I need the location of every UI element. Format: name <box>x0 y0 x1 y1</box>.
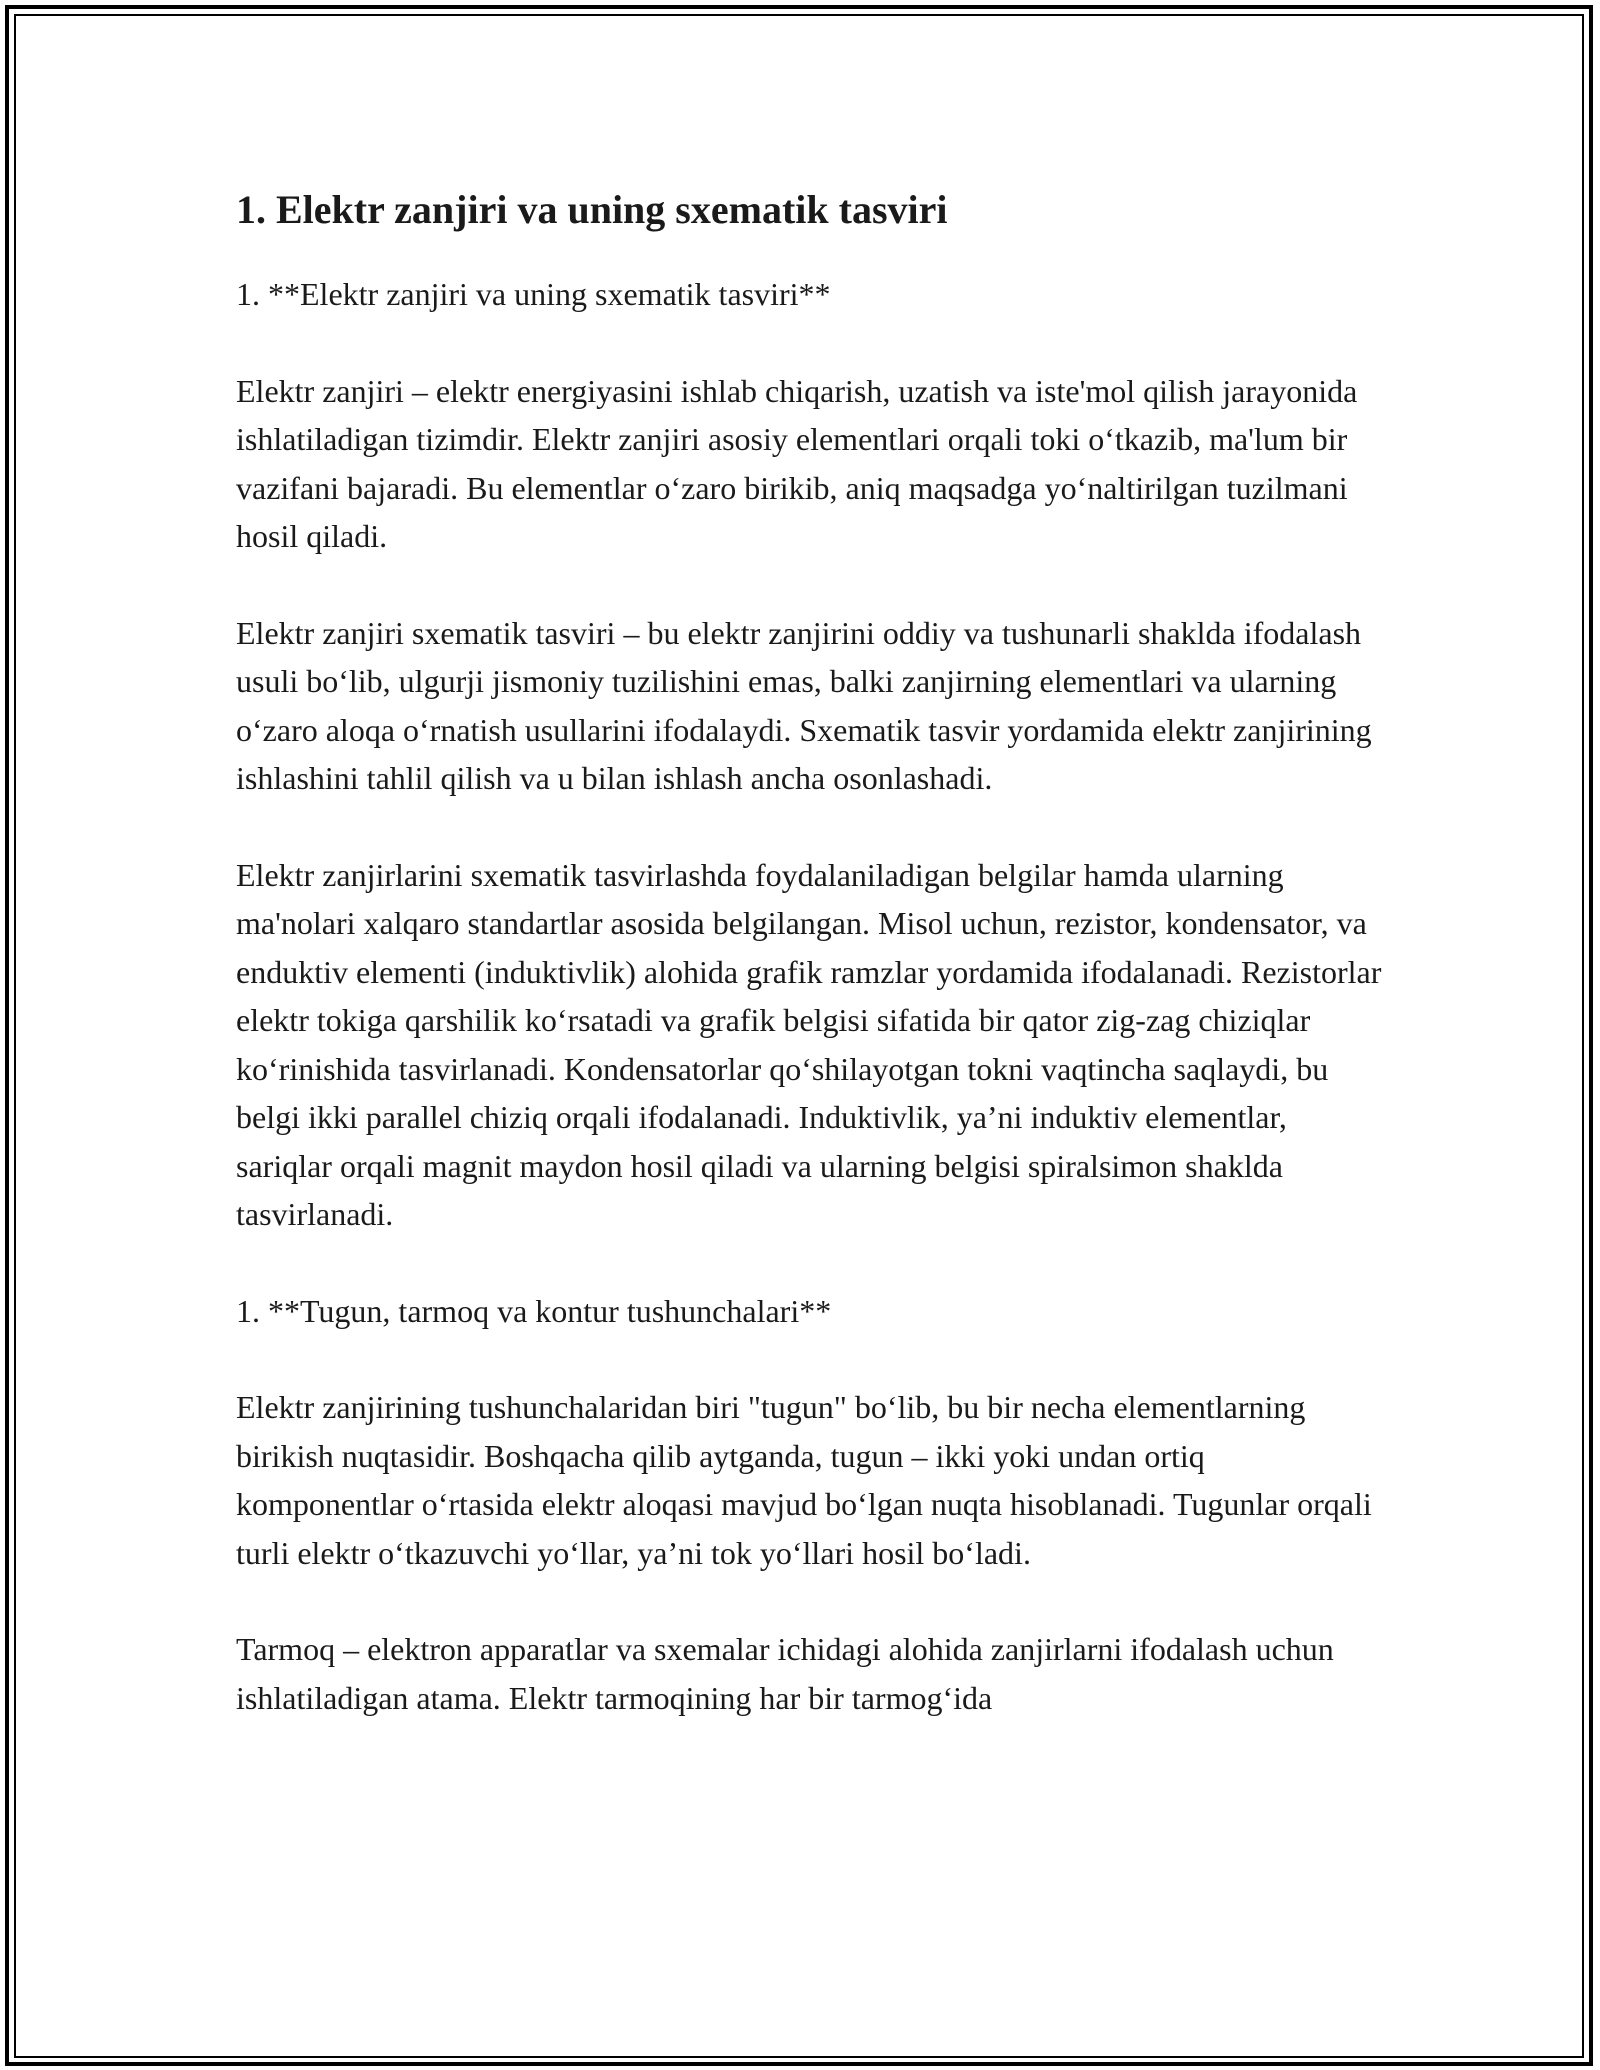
paragraph: Elektr zanjiri sxematik tasviri – bu elektr zanjirini oddiy va tushunarli shaklda ifodalash usuli bo‘lib, ulgurji jismoniy tuzilishini emas, balki zanjirning elementlari va ularning o‘zaro aloqa o‘rnatish usullarini ifodalaydi. Sxematik tasvir yordamida elektr zanjirining ishlashini tahlil qilish va u bilan ishlash ancha osonlashadi. <box>236 614 1372 796</box>
paragraph: Elektr zanjirlarini sxematik tasvirlashda foydalaniladigan belgilar hamda ularning ma'nolari xalqaro standartlar asosida belgilangan. Misol uchun, rezistor, kondensator, va enduktiv elementi (induktivlik) alohida grafik ramzlar yordamida ifodalanadi. Rezistorlar elektr tokiga qarshilik ko‘rsatadi va grafik belgisi sifatida bir qator zig-zag chiziqlar ko‘rinishida tasvirlanadi. Kondensatorlar qo‘shilayotgan tokni vaqtincha saqlaydi, bu belgi ikki parallel chiziq orqali ifodalanadi. Induktivlik, ya’ni induktiv elementlar, sariqlar orqali magnit maydon hosil qiladi va ularning belgisi spiralsimon shaklda tasvirlanadi. <box>236 856 1382 1232</box>
paragraph: Elektr zanjiri – elektr energiyasini ishlab chiqarish, uzatish va iste'mol qilish jarayonida ishlatiladigan tizimdir. Elektr zanjiri asosiy elementlari orqali toki o‘tkazib, ma'lum bir vazifani bajaradi. Bu elementlar o‘zaro birikib, aniq maqsadga yo‘naltirilgan tuzilmani hosil qiladi. <box>236 372 1358 554</box>
paragraph: Elektr zanjirining tushunchalaridan biri "tugun" bo‘lib, bu bir necha elementlarning birikish nuqtasidir. Boshqacha qilib aytganda, tugun – ikki yoki undan ortiq komponentlar o‘rtasida elektr aloqasi mavjud bo‘lgan nuqta hisoblanadi. Tugunlar orqali turli elektr o‘tkazuvchi yo‘llar, ya’ni tok yo‘llari hosil bo‘ladi. <box>236 1389 1372 1571</box>
section-heading-2: 1. **Tugun, tarmoq va kontur tushunchalari** <box>236 1292 832 1329</box>
document-body <box>236 186 1386 1770</box>
paragraph: Tarmoq – elektron apparatlar va sxemalar ichidagi alohida zanjirlarni ifodalash uchun ishlatiladigan atama. Elektr tarmoqining har bir tarmog‘ida <box>236 1631 1334 1716</box>
section-heading-1: 1. **Elektr zanjiri va uning sxematik tasviri** <box>236 276 831 312</box>
document-title: 1. Elektr zanjiri va uning sxematik tasviri <box>236 187 948 232</box>
